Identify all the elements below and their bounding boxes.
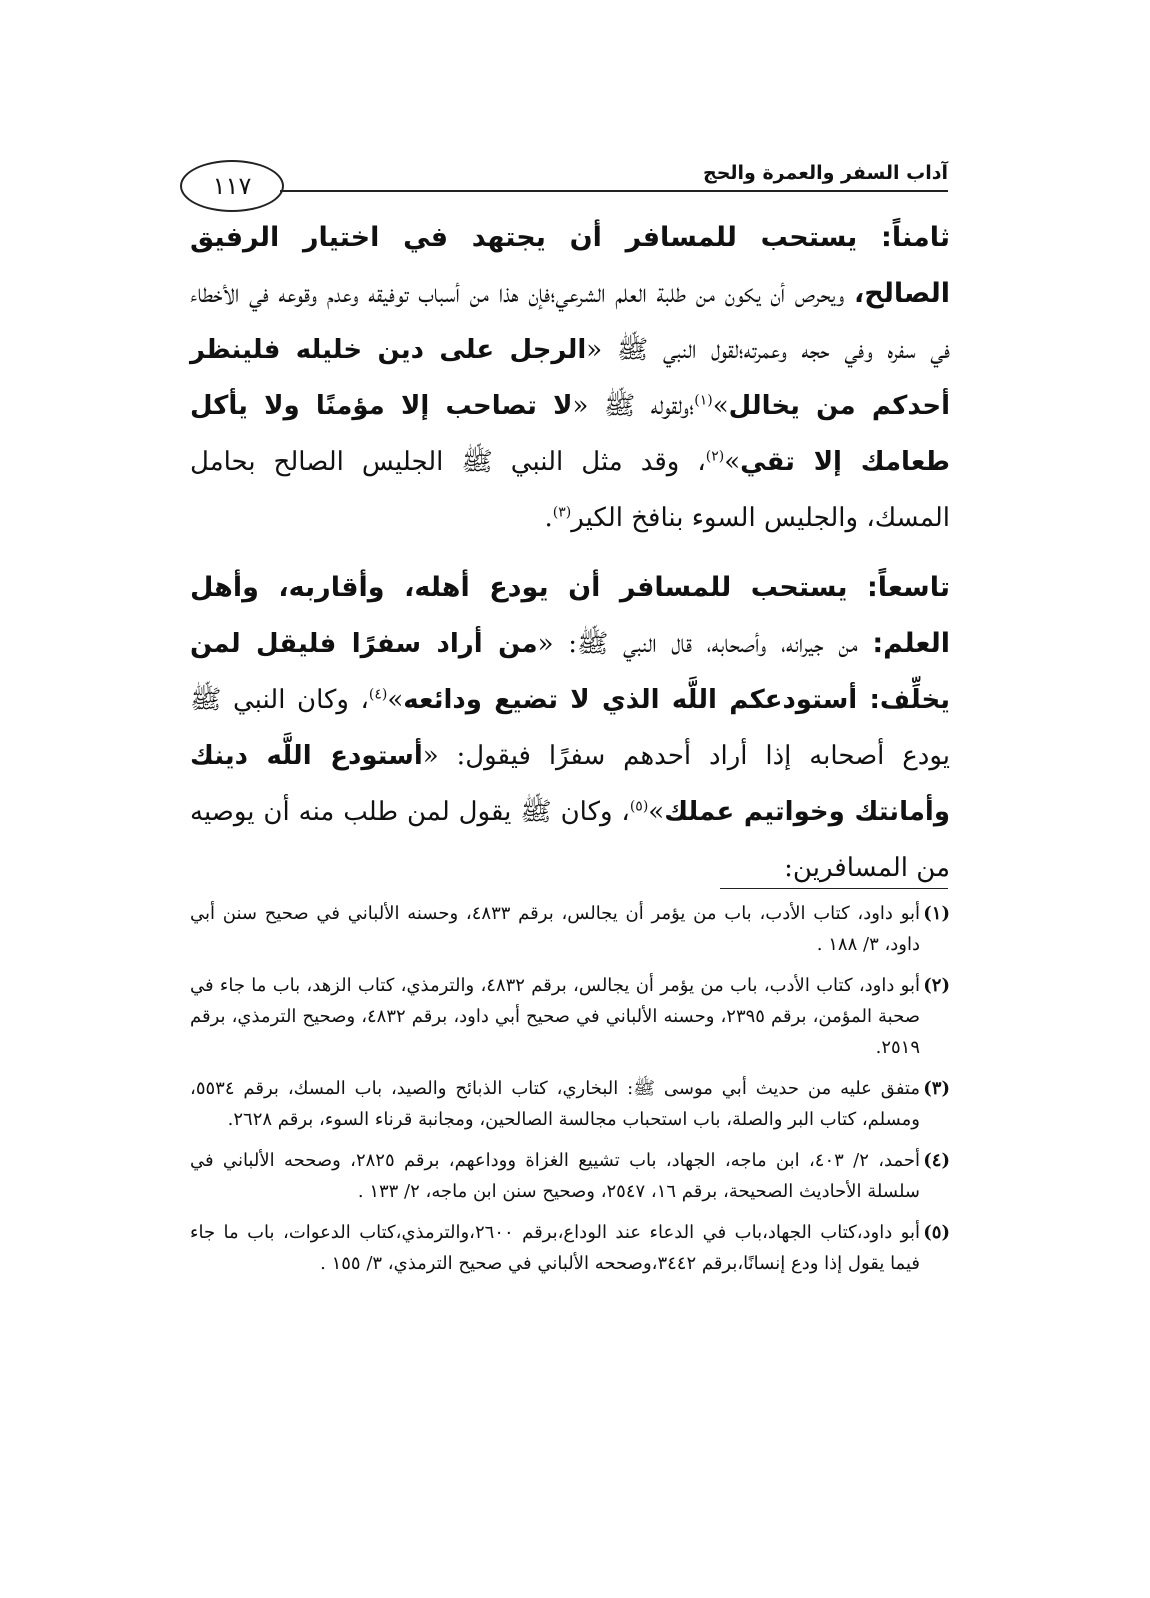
footnote xyxy=(190,970,950,1063)
footnote-ref[interactable]: (٣) xyxy=(552,504,572,521)
footnote-number: (٥) xyxy=(923,1222,950,1243)
header-rule xyxy=(280,190,948,192)
footnote-text: أبو داود،كتاب الجهاد،باب في الدعاء عند الوداع،برقم ٢٦٠٠،والترمذي،كتاب الدعوات، باب ما جاء فيما يقول إذا ودع إنسانًا،برقم ٣٤٤٢،وصححه الألباني في صحيح الترمذي، ٣/ ١٥٥ . xyxy=(190,1222,920,1274)
text-run: ، وكان النبي ﷺ يودع أصحابه إذا أراد أحدهم سفرًا فيقول: « xyxy=(190,685,951,771)
text-run: من جيرانه، وأصحابه، قال النبي ﷺ: « xyxy=(537,629,873,659)
footnote-number: (٣) xyxy=(923,1078,950,1099)
paragraph-ninth xyxy=(190,560,950,896)
footnote-number: (١) xyxy=(923,903,950,924)
page-header xyxy=(178,152,948,210)
footnote xyxy=(190,1217,950,1279)
footnote xyxy=(190,1073,950,1135)
footnote-text: أبو داود، كتاب الأدب، باب من يؤمر أن يجالس، برقم ٤٨٣٢، والترمذي، كتاب الزهد، باب ما جاء في صحبة المؤمن، برقم ٢٣٩٥، وحسنه الألباني في صحيح أبي داود، برقم ٤٨٣٢، وصحيح الترمذي، برقم ٢٥١٩. xyxy=(190,975,920,1058)
page-number: ١١٧ xyxy=(180,160,284,212)
footnote-separator xyxy=(720,888,948,889)
paragraph-gap xyxy=(190,546,950,560)
footnote-text: أحمد، ٢/ ٤٠٣، ابن ماجه، الجهاد، باب تشييع الغزاة ووداعهم، برقم ٢٨٢٥، وصححه الألباني في سلسلة الأحاديث الصحيحة، برقم ١٦، ٢٥٤٧، وصحيح سنن ابن ماجه، ٢/ ١٣٣ . xyxy=(190,1150,920,1202)
footnote-ref[interactable]: (٢) xyxy=(705,448,725,465)
footnote-ref[interactable]: (٤) xyxy=(368,686,388,703)
footnote-text: أبو داود، كتاب الأدب، باب من يؤمر أن يجالس، برقم ٤٨٣٣، وحسنه الألباني في صحيح سنن أبي داود، ٣/ ١٨٨ . xyxy=(190,903,920,955)
running-title: آداب السفر والعمرة والحج xyxy=(703,162,948,184)
footnote xyxy=(190,1145,950,1207)
footnote-text: متفق عليه من حديث أبي موسى ﷺ: البخاري، كتاب الذبائح والصيد، باب المسك، برقم ٥٥٣٤، ومسلم، كتاب البر والصلة، باب استحباب مجالسة الصالحين، ومجانبة قرناء السوء، برقم ٢٦٢٨. xyxy=(190,1078,920,1130)
hadith-quote: الرجل على دين خليله فلينظر أحدكم من يخالل xyxy=(190,335,951,421)
hadith-quote: من أراد سفرًا فليقل لمن يخلِّف: أستودعكم اللَّه الذي لا تضيع ودائعه xyxy=(190,629,950,715)
footnote xyxy=(190,898,950,960)
footnote-ref[interactable]: (١) xyxy=(694,392,713,409)
hadith-quote: لا تصاحب إلا مؤمنًا ولا يأكل طعامك إلا تقي xyxy=(190,391,950,477)
text-run: » xyxy=(724,447,741,477)
text-run: » xyxy=(712,391,729,421)
text-run: » xyxy=(387,685,404,715)
main-text xyxy=(190,210,950,896)
section-heading-eighth: ثامناً: يستحب للمسافر أن يجتهد في اختيار الرفيق الصالح، xyxy=(190,222,950,309)
footnote-number: (٢) xyxy=(923,975,950,996)
text-run: » xyxy=(648,797,665,827)
text-run: ، وقد مثل النبي ﷺ الجليس الصالح بحامل المسك، والجليس السوء بنافخ الكير xyxy=(190,447,950,533)
hadith-quote: أستودع اللَّه دينك وأمانتك وخواتيم عملك xyxy=(190,741,951,827)
text-run: ويحرص أن يكون من طلبة العلم الشرعي؛فإن هذا من أسباب توفيقه وعدم وقوعه في الأخطاء في سفره وفي حجه وعمرته؛لقول النبي ﷺ « xyxy=(190,279,950,365)
footnote-ref[interactable]: (٥) xyxy=(629,798,649,815)
text-run: ، وكان ﷺ يقول لمن طلب منه أن يوصيه من المسافرين: xyxy=(190,797,950,883)
footnotes xyxy=(190,898,950,1289)
text-run: . xyxy=(544,503,553,533)
text-run: ؛ولقوله ﷺ « xyxy=(572,391,695,421)
footnote-number: (٤) xyxy=(923,1150,950,1171)
section-heading-ninth: تاسعاً: يستحب للمسافر أن يودع أهله، وأقاربه، وأهل العلم: xyxy=(190,572,950,659)
paragraph-eighth xyxy=(190,210,950,546)
